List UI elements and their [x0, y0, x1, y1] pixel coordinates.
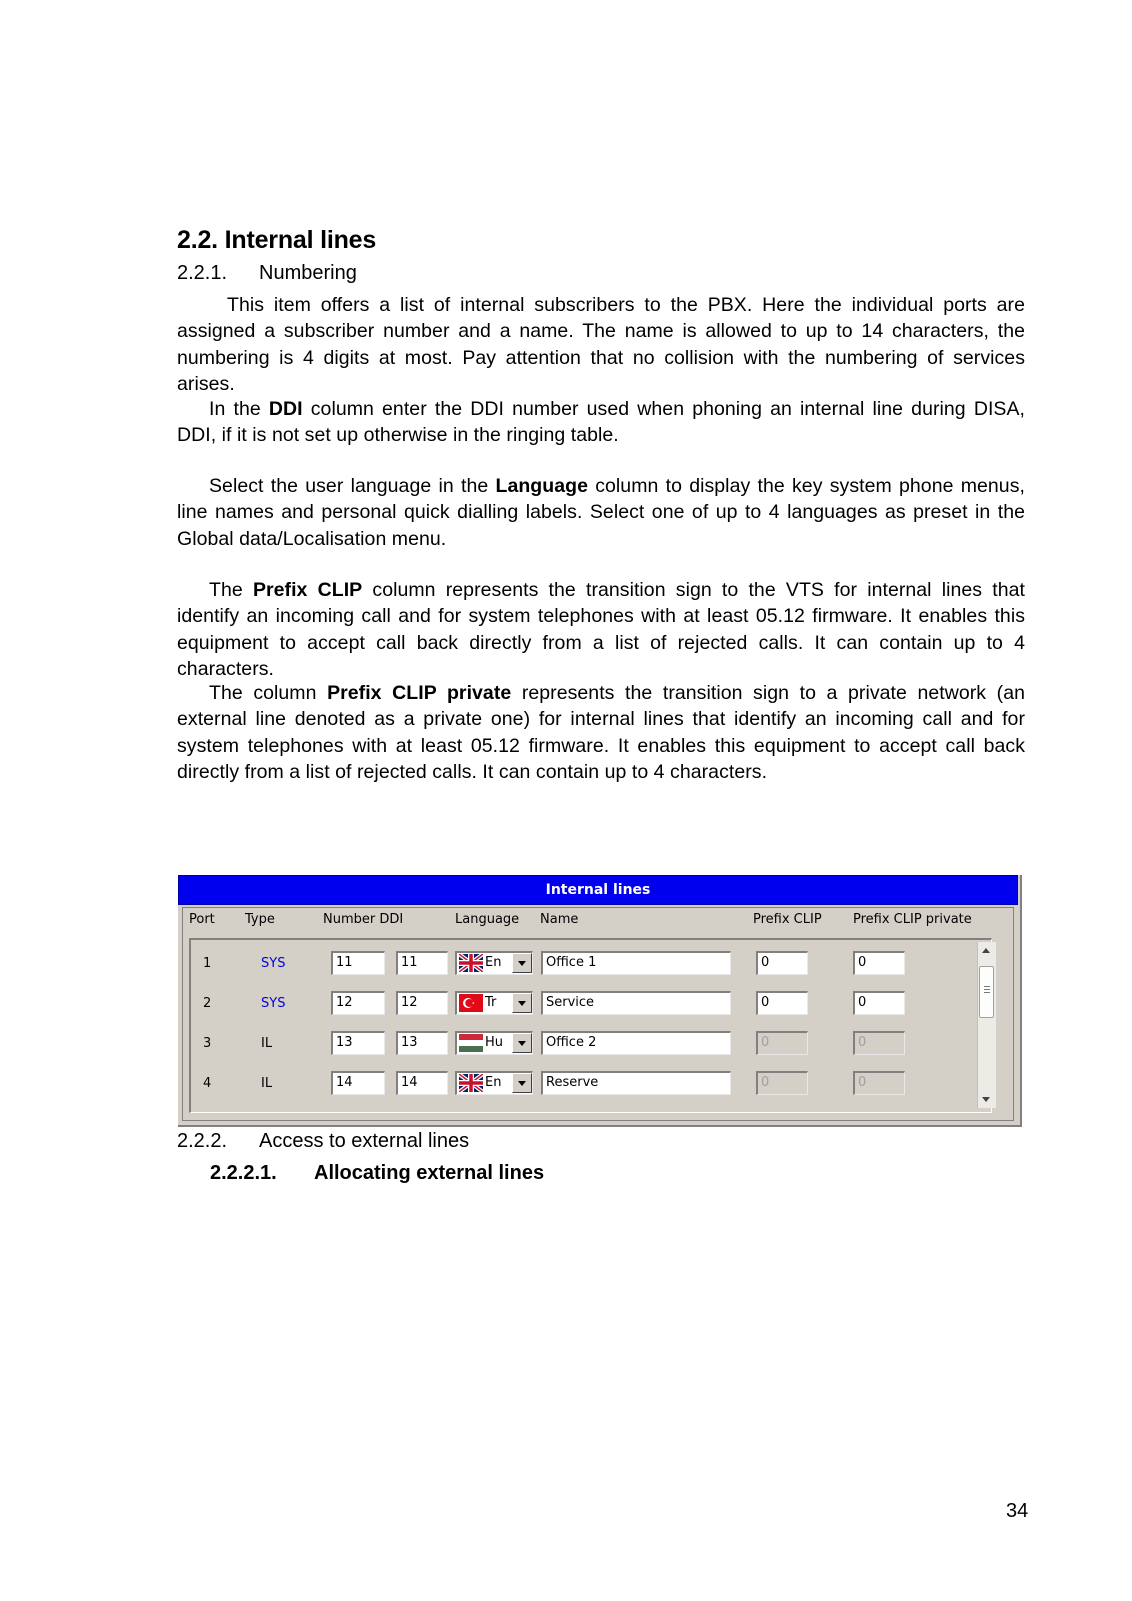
paragraph-text: The column	[209, 682, 328, 704]
table-row	[191, 944, 971, 984]
number-input[interactable]: 11	[331, 951, 385, 975]
uk-flag-icon	[459, 1074, 483, 1092]
subsubsection-heading-allocating	[210, 1162, 544, 1185]
table-row	[191, 1064, 971, 1104]
port-cell: 1	[203, 956, 212, 971]
grip-icon	[984, 986, 990, 987]
number-input[interactable]: 14	[331, 1071, 385, 1095]
column-header-prefix-clip: Prefix CLIP	[753, 912, 822, 927]
ddi-input[interactable]: 13	[396, 1031, 448, 1055]
port-cell: 4	[203, 1076, 212, 1091]
paragraph-ddi	[177, 396, 1025, 449]
language-select[interactable]	[455, 1031, 533, 1055]
name-input[interactable]: Office 1	[541, 951, 731, 975]
prefix-clip-private-input: 0	[853, 1071, 905, 1095]
subsection-title: Access to external lines	[259, 1130, 470, 1152]
type-cell: SYS	[261, 996, 286, 1011]
type-cell: IL	[261, 1036, 273, 1051]
dropdown-arrow-icon[interactable]	[512, 1073, 532, 1093]
table-row	[191, 1024, 971, 1064]
vertical-scrollbar[interactable]	[977, 942, 996, 1108]
language-select[interactable]	[455, 991, 533, 1015]
port-cell: 2	[203, 996, 212, 1011]
dropdown-arrow-icon[interactable]	[512, 1033, 532, 1053]
prefix-clip-private-input: 0	[853, 1031, 905, 1055]
subsection-heading-numbering	[177, 262, 357, 285]
language-value: Hu	[485, 1035, 504, 1050]
paragraph-prefix-clip-private	[177, 680, 1025, 785]
column-header-type: Type	[245, 912, 275, 927]
section-number: 2.2.	[177, 226, 218, 254]
subsection-number: 2.2.1.	[177, 262, 228, 284]
column-header-number-ddi: Number DDI	[323, 912, 404, 927]
dropdown-arrow-icon[interactable]	[512, 993, 532, 1013]
paragraph-text: Select the user language in the	[209, 475, 496, 497]
ddi-input[interactable]: 14	[396, 1071, 448, 1095]
type-cell: IL	[261, 1076, 273, 1091]
internal-lines-screenshot	[178, 875, 1022, 1127]
ddi-input[interactable]: 12	[396, 991, 448, 1015]
prefix-clip-private-input[interactable]: 0	[853, 991, 905, 1015]
language-value: Tr	[485, 995, 497, 1010]
subsection-heading-external-access	[177, 1130, 469, 1153]
column-header-name: Name	[540, 912, 579, 927]
prefix-clip-input: 0	[756, 1071, 808, 1095]
uk-flag-icon	[459, 954, 483, 972]
column-header-port: Port	[189, 912, 215, 927]
scroll-thumb[interactable]	[979, 966, 994, 1018]
table-row	[191, 984, 971, 1024]
paragraph-text: represents the transition sign to a private network (an external line denoted as a private one) for internal lines that identify an incoming call and for system telephones with at least 05.12 firmware. It enables this equipment to accept call back directly from a list of rejected calls. It can contain up to 4 characters.	[177, 682, 1025, 783]
section-title: Internal lines	[224, 226, 377, 254]
paragraph-bold-term: Prefix CLIP	[252, 579, 363, 601]
column-header-language: Language	[455, 912, 520, 927]
dropdown-arrow-icon[interactable]	[512, 953, 532, 973]
number-input[interactable]: 13	[331, 1031, 385, 1055]
paragraph-intro: This item offers a list of internal subscribers to the PBX. Here the individual ports are assigned a subscriber number and a name. The name is allowed to up to 14 characters, the numbering is 4 digits at most. Pay attention that no collision with the numbering of services arises.	[177, 294, 1025, 395]
paragraph-text: column to display the key system phone menus, line names and personal quick dialling labels. Select one of up to 4 languages as preset in the Global data/Localisation menu.	[177, 475, 1025, 550]
hungary-flag-icon	[459, 1034, 483, 1052]
paragraph-text: column enter the DDI number used when phoning an internal line during DISA, DDI, if it is not set up otherwise in the ringing table.	[177, 398, 1025, 447]
column-header-prefix-clip-private: Prefix CLIP private	[853, 912, 972, 927]
subsubsection-title: Allocating external lines	[314, 1162, 545, 1184]
paragraph-text: The	[209, 579, 253, 601]
prefix-clip-private-input[interactable]: 0	[853, 951, 905, 975]
scroll-up-arrow-icon[interactable]	[982, 948, 990, 953]
panel-title: Internal lines	[178, 875, 1018, 905]
paragraph-text: In the	[209, 398, 269, 420]
paragraph-bold-term: Language	[495, 475, 588, 497]
port-cell: 3	[203, 1036, 212, 1051]
language-select[interactable]	[455, 951, 533, 975]
turkey-flag-icon	[459, 994, 483, 1012]
subsubsection-number: 2.2.2.1.	[210, 1162, 277, 1184]
page-number: 34	[1006, 1500, 1029, 1522]
paragraph-bold-term: Prefix CLIP private	[327, 682, 512, 704]
prefix-clip-input: 0	[756, 1031, 808, 1055]
language-value: En	[485, 955, 502, 970]
prefix-clip-input[interactable]: 0	[756, 991, 808, 1015]
type-cell: SYS	[261, 956, 286, 971]
paragraph-bold-term: DDI	[268, 398, 303, 420]
name-input[interactable]: Office 2	[541, 1031, 731, 1055]
subsection-number: 2.2.2.	[177, 1130, 228, 1152]
internal-lines-table	[189, 938, 992, 1113]
paragraph-language	[177, 473, 1025, 552]
prefix-clip-input[interactable]: 0	[756, 951, 808, 975]
panel-body	[182, 907, 1014, 1121]
section-heading	[177, 226, 376, 255]
language-select[interactable]	[455, 1071, 533, 1095]
ddi-input[interactable]: 11	[396, 951, 448, 975]
paragraph-prefix-clip	[177, 577, 1025, 682]
scroll-down-arrow-icon[interactable]	[982, 1097, 990, 1102]
paragraph-text: column represents the transition sign to the VTS for internal lines that identify an incoming call and for system telephones with at least 05.12 firmware. It enables this equipment to accept call back directly from a list of rejected calls. It can contain up to 4 characters.	[177, 579, 1025, 680]
subsection-title: Numbering	[259, 262, 357, 284]
name-input[interactable]: Service	[541, 991, 731, 1015]
number-input[interactable]: 12	[331, 991, 385, 1015]
name-input[interactable]: Reserve	[541, 1071, 731, 1095]
language-value: En	[485, 1075, 502, 1090]
